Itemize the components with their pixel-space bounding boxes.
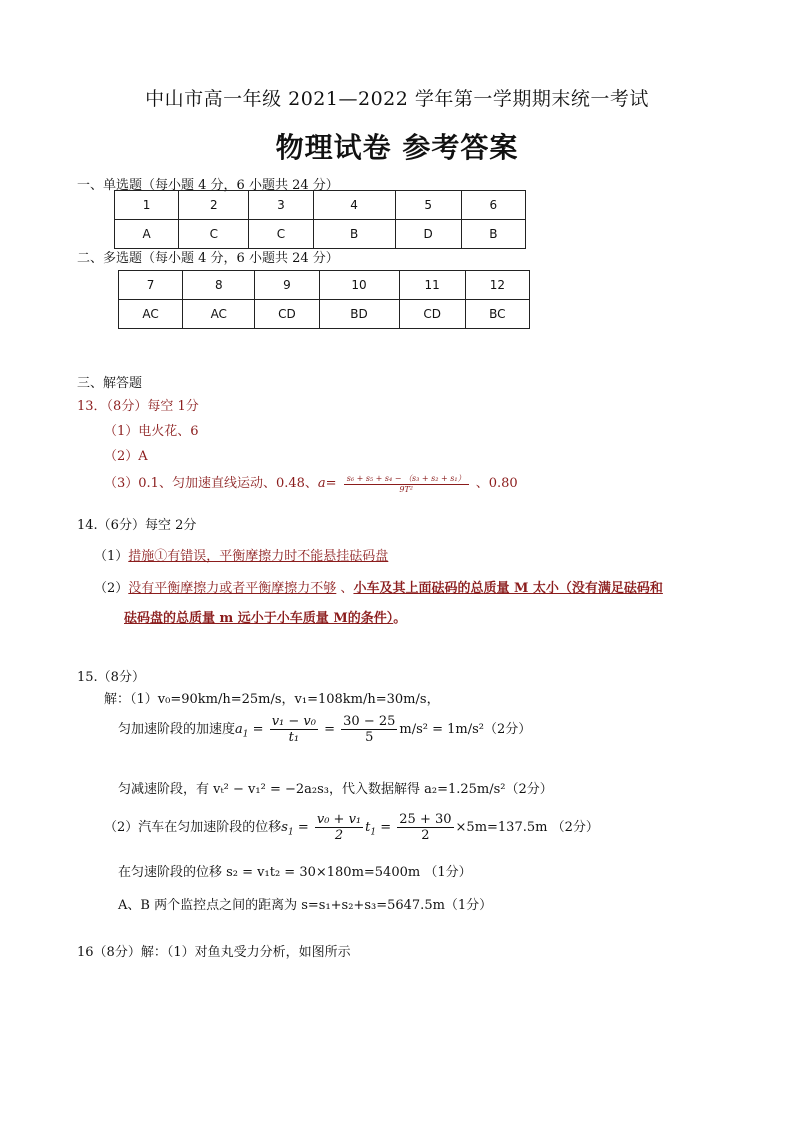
formula-numerator: s₆ + s₅ + s₄ − （s₃ + s₂ + s₁） — [346, 474, 466, 483]
table-cell: 7 — [119, 271, 183, 300]
q15-line-4-prefix: （2）汽车在匀加速阶段的位移 — [104, 820, 282, 835]
section2-heading: 二、多选题（每小题 4 分，6 小题共 24 分） — [77, 251, 339, 266]
q16-title: 16（8分）解：（1）对鱼丸受力分析，如图所示 — [77, 945, 351, 960]
table-cell: 5 — [395, 191, 461, 220]
fraction-numerator: v₀ + v₁ — [316, 812, 362, 827]
table-cell: 1 — [115, 191, 179, 220]
displacement-symbol: $s_1$ — [281, 820, 294, 838]
table-cell: 4 — [313, 191, 395, 220]
accel-symbol: $a_1$ — [235, 722, 249, 740]
q15-line-2-prefix: 匀加速阶段的加速度 — [118, 722, 236, 737]
q14-answer-1-prefix: （1） — [94, 549, 129, 564]
time-symbol: $t_1$ — [365, 820, 377, 838]
table-cell: D — [395, 220, 461, 249]
q15-line-2-suffix: m/s² = 1m/s²（2分） — [399, 722, 532, 737]
velocity-diff-fraction — [270, 714, 318, 745]
multi-choice-table — [118, 270, 530, 329]
fraction-denominator: 2 — [315, 827, 363, 843]
section3-heading: 三、解答题 — [77, 376, 143, 391]
equals-sign: = — [325, 476, 337, 491]
table-cell: BD — [319, 300, 399, 329]
q15-line-4: （2）汽车在匀加速阶段的位移$s_1$ = $\frac{\text{v₀ + v₁}}{2}$ $t_1$ = $\frac{25 + 30}{2}$ ×5m=137.5m （2分） — [104, 812, 599, 843]
q14-answer-2-bold-cont: 砝码盘的总质量 m 远小于小车质量 M的条件） — [124, 611, 394, 626]
fraction-denominator: 2 — [397, 827, 453, 843]
table-cell: 2 — [179, 191, 249, 220]
table-cell: CD — [255, 300, 319, 329]
table-cell: BC — [465, 300, 529, 329]
section1-heading: 一、单选题（每小题 4 分，6 小题共 24 分） — [77, 178, 339, 193]
q15-line-6: A、B 两个监控点之间的距离为 s=s₁+s₂+s₃=5647.5m（1分） — [118, 898, 493, 913]
table-row — [115, 220, 526, 249]
table-cell: 11 — [399, 271, 465, 300]
q13-answer-3 — [104, 472, 518, 494]
q13-answer-3-prefix: （3）0.1、匀加速直线运动、0.48、 — [104, 476, 318, 491]
table-cell: B — [313, 220, 395, 249]
formula-denominator: 9T² — [344, 484, 469, 494]
q13-title: 13．（8分）每空 1分 — [77, 399, 199, 414]
q14-answer-2-prefix: （2） — [94, 581, 129, 596]
q15-line-3: 匀减速阶段，有 vₜ² − v₁² = −2a₂s₃，代入数据解得 a₂=1.25m/s²（2分） — [118, 782, 553, 797]
q13-answer-3-suffix: 、0.80 — [475, 476, 518, 491]
q14-answer-1 — [94, 545, 388, 564]
accel-variable: a — [317, 476, 326, 491]
fraction-denominator: 5 — [341, 729, 397, 745]
q15-line-1: 解：（1）v₀=90km/h=25m/s，v₁=108km/h=30m/s， — [104, 692, 440, 707]
table-cell: 6 — [461, 191, 525, 220]
table-cell: 8 — [183, 271, 255, 300]
table-cell: C — [179, 220, 249, 249]
table-cell: 10 — [319, 271, 399, 300]
single-choice-table — [114, 190, 526, 249]
q14-title: 14.（6分）每空 2分 — [77, 518, 197, 533]
q15-line-4-suffix: ×5m=137.5m （2分） — [455, 820, 599, 835]
numeric-sum-fraction — [397, 812, 453, 843]
table-cell: CD — [399, 300, 465, 329]
answer-key-title: 物理试卷 参考答案 — [275, 131, 519, 164]
q14-answer-2-line1 — [94, 577, 663, 596]
table-row — [115, 191, 526, 220]
table-row — [119, 271, 530, 300]
fraction-numerator: v₁ − v₀ — [271, 714, 316, 729]
table-cell: 12 — [465, 271, 529, 300]
q14-separator: 、 — [336, 581, 354, 596]
q14-answer-2-text: 没有平衡摩擦力或者平衡摩擦力不够 — [128, 581, 337, 596]
fraction-denominator: t₁ — [270, 729, 318, 745]
numeric-fraction — [341, 714, 397, 745]
q14-answer-2-line2 — [124, 607, 406, 626]
velocity-sum-fraction — [315, 812, 363, 843]
q14-answer-2-bold: 小车及其上面砝码的总质量 M 太小（没有满足砝码和 — [353, 581, 663, 596]
q15-line-5: 在匀速阶段的位移 s₂ = v₁t₂ = 30×180m=5400m （1分） — [118, 865, 472, 880]
table-cell: B — [461, 220, 525, 249]
table-cell: 3 — [249, 191, 313, 220]
accel-formula-fraction — [344, 473, 469, 494]
table-cell: A — [115, 220, 179, 249]
table-cell: 9 — [255, 271, 319, 300]
q13-answer-2: （2）A — [104, 449, 148, 464]
table-cell: AC — [183, 300, 255, 329]
table-row — [119, 300, 530, 329]
q14-period: 。 — [393, 611, 407, 626]
q15-line-2: 匀加速阶段的加速度$a_1$ = $\frac{\text{v₁ − v₀}}{\text{t₁}}$ = $\frac{30 - 25}{5}$ m/s² = 1m/s²（2分） — [118, 714, 532, 745]
fraction-numerator: 25 + 30 — [399, 812, 452, 827]
fraction-numerator: 30 − 25 — [343, 714, 396, 729]
q15-title: 15.（8分） — [77, 670, 145, 685]
q13-answer-1: （1）电火花、6 — [104, 424, 199, 439]
q14-answer-1-text: 措施①有错误，平衡摩擦力时不能悬挂砝码盘 — [128, 549, 389, 564]
exam-title: 中山市高一年级 2021—2022 学年第一学期期末统一考试 — [145, 88, 649, 110]
table-cell: C — [249, 220, 313, 249]
table-cell: AC — [119, 300, 183, 329]
